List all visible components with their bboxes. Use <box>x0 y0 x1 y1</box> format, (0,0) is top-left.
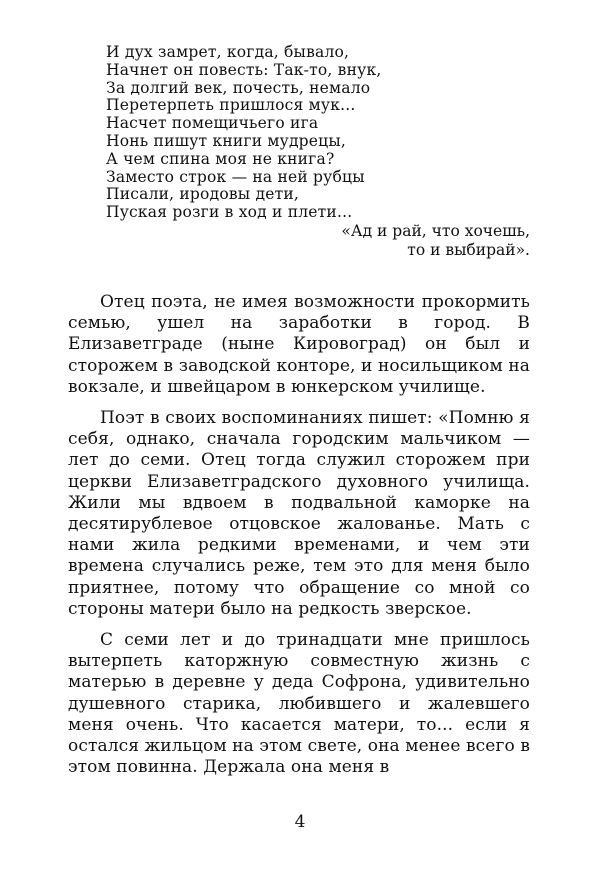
epigraph-line: «Ад и рай, что хочешь, <box>341 222 530 240</box>
poem-line: Насчет помещичьего ига <box>106 114 319 133</box>
poem-line: За долгий век, почесть, немало <box>106 78 371 97</box>
paragraph: С семи лет и до тринадцати мне пришлось вытерпеть каторжную совместную жизнь с матерью в деревне у деда Софрона, удивительно душевного старика, любившего и жалевшего меня очень. Что касается матери, то... если я остался жильцом на этом свете, она менее всего в этом повинна. Держала она меня в <box>68 630 530 778</box>
poem-line: Начнет он повесть: Так-то, внук, <box>106 60 382 79</box>
poem-line: Писали, иродовы дети, <box>106 185 300 204</box>
poem-line: А чем спина моя не книга? <box>106 149 335 168</box>
poem-line: Пуская розги в ход и плети... <box>106 203 353 222</box>
epigraph-quote <box>240 222 530 260</box>
poem-line: Заместо строк — на ней рубцы <box>106 167 365 186</box>
poem-line: Нонь пишут книги мудрецы, <box>106 131 347 150</box>
body-text <box>68 292 530 788</box>
poem-line: И дух замрет, когда, бывало, <box>106 43 350 61</box>
epigraph-line: то и выбирай». <box>407 241 530 259</box>
poem-line: Перетерпеть пришлося мук... <box>106 96 356 115</box>
paragraph: Отец поэта, не имея возможности прокормить семью, ушел на заработки в город. В Елизаветграде (ныне Кировоград) он был и сторожем в заводской конторе, и носильщиком на вокзале, и швейцаром в юнкерском училище. <box>68 292 530 397</box>
page-number: 4 <box>294 812 306 832</box>
poem-block <box>106 44 526 222</box>
paragraph: Поэт в своих воспоминаниях пишет: «Помню я себя, однако, сначала городским мальчиком — лет до семи. Отец тогда служил сторожем при церкви Елизаветградского духовного училища. Жили мы вдвоем в подвальной каморке на десятирублевое отцовское жалованье. Мать с нами жила редкими временами, и чем эти времена случались реже, тем это для меня было приятнее, потому что обращение со мной со стороны матери было на редкость зверское. <box>68 408 530 619</box>
